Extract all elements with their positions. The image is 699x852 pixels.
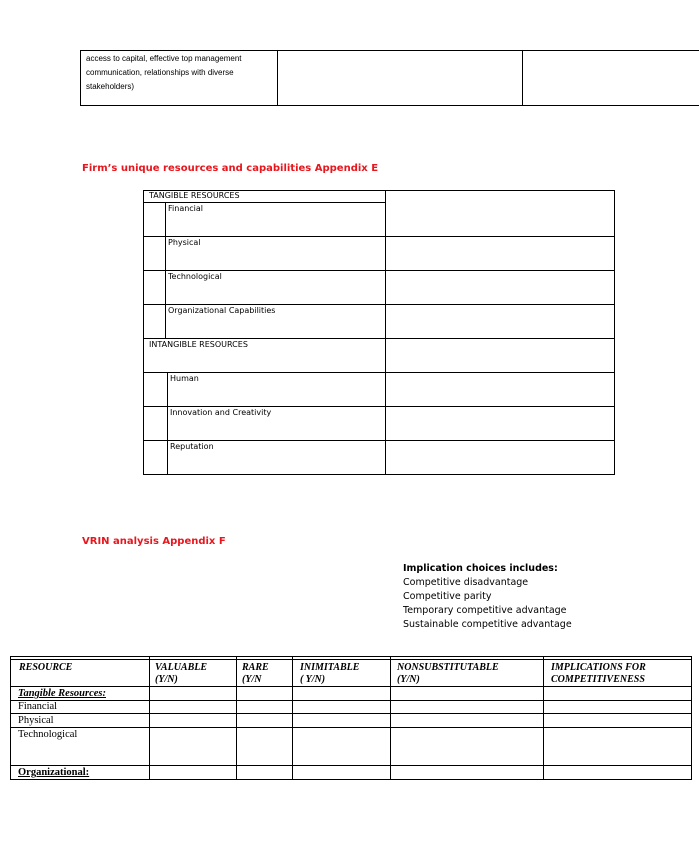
tangible-resources-header: TANGIBLE RESOURCES [149,191,240,200]
resource-item: Organizational Capabilities [168,306,276,315]
column-header-nonsubstitutable [397,662,499,686]
implications-line1: IMPLICATIONS FOR [551,662,646,673]
valuable-label: VALUABLE [155,662,208,673]
column-header-rare [242,662,269,686]
valuable-yn: (Y/N) [155,674,178,685]
continuation-cell-text: access to capital, effective top management communication, relationships with diverse stakeholders) [86,54,242,91]
nonsubstitutable-yn: (Y/N) [397,674,420,685]
resource-item: Human [170,374,199,383]
implication-choice: Competitive disadvantage [403,577,529,588]
implications-line2: COMPETITIVENESS [551,674,645,685]
resource-item: Reputation [170,442,214,451]
row-label-physical: Physical [18,715,54,726]
inimitable-yn: ( Y/N) [300,674,326,685]
resource-item: Physical [168,238,201,247]
resource-item: Technological [168,272,222,281]
rare-label: RARE [242,662,269,673]
column-header-implications [551,662,646,686]
column-header-inimitable [300,662,359,686]
appendix-e-heading: Firm’s unique resources and capabilities Appendix E [82,163,379,174]
inimitable-label: INIMITABLE [300,662,360,673]
implication-title: Implication choices includes: [403,563,558,574]
row-label-technological: Technological [18,729,78,740]
row-label-financial: Financial [18,701,58,712]
intangible-resources-header: INTANGIBLE RESOURCES [149,340,248,349]
resource-item: Financial [168,204,204,213]
rare-yn: (Y/N [242,674,262,685]
appendix-f-heading: VRIN analysis Appendix F [82,536,226,547]
row-label-organizational: Organizational: [18,767,90,778]
implication-choice: Temporary competitive advantage [403,605,567,616]
column-header-resource: RESOURCE [19,662,73,673]
nonsubstitutable-label: NONSUBSTITUTABLE [397,662,499,673]
resource-item: Innovation and Creativity [170,408,272,417]
column-header-valuable [155,662,207,686]
row-label-tangible-resources: Tangible Resources: [18,688,106,699]
implication-choice: Sustainable competitive advantage [403,619,572,630]
implication-choice: Competitive parity [403,591,492,602]
